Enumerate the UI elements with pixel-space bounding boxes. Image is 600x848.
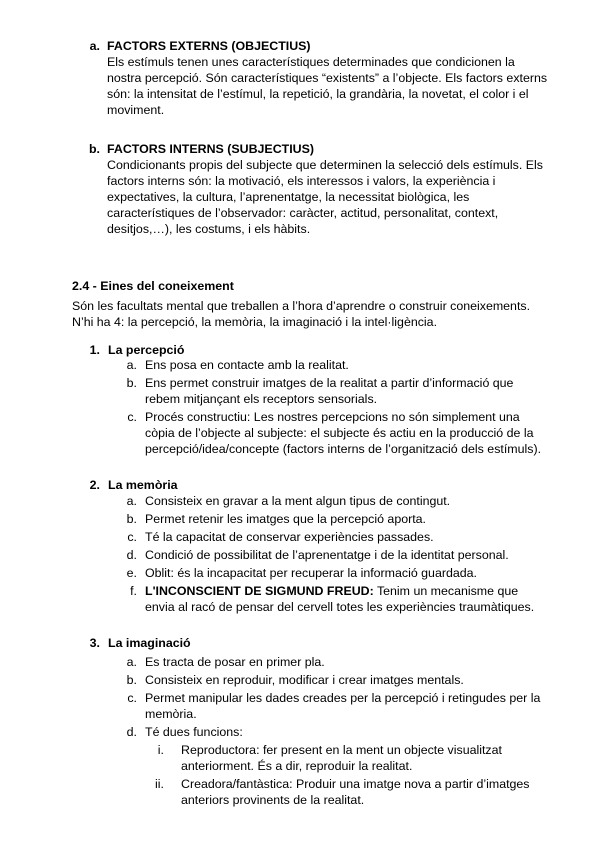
text-line: Procés constructiu: Les nostres percepcions no són simplement una: [145, 410, 520, 424]
list-marker: a.: [126, 655, 137, 669]
section-title: - Eines del coneixement: [89, 279, 234, 293]
list-marker: 2.: [89, 478, 100, 492]
text-line: anteriors provinents de la realitat.: [181, 793, 365, 807]
text-line: percepció/idea/concepte (factors interns de l’organització dels estímuls).: [145, 442, 542, 456]
text-line: Ens posa en contacte amb la realitat.: [145, 358, 349, 372]
text-line: Els estímuls tenen unes característiques determinades que condicionen la: [107, 55, 515, 69]
text-line: Ens permet construir imatges de la realitat a partir d’informació que: [145, 376, 514, 390]
text-line: Es tracta de posar en primer pla.: [145, 655, 325, 669]
section-number: 2.4: [72, 279, 90, 293]
list-marker: 1.: [89, 343, 100, 357]
list-marker: d.: [126, 725, 137, 739]
list-marker: d.: [126, 548, 137, 562]
text-line: Condició de possibilitat de l’aprenentatge i de la identitat personal.: [145, 548, 509, 562]
factor-heading: FACTORS EXTERNS (OBJECTIUS): [107, 39, 311, 53]
text-line: Consisteix en gravar a la ment algun tipus de contingut.: [145, 494, 451, 508]
text-line: Permet retenir les imatges que la percepció aporta.: [145, 512, 426, 526]
intro-line: Són les facultats mental que treballen a l’hora d’aprendre o construir coneixements.: [72, 299, 531, 313]
text-line: Oblit: és la incapacitat per recuperar la informació guardada.: [145, 566, 477, 580]
subsection-heading: La memòria: [108, 478, 178, 492]
text-line: expectatives, la cultura, l’aprenentatge, la necessitat biològica, les: [107, 190, 470, 204]
list-marker: b.: [88, 142, 100, 156]
list-marker: a.: [89, 39, 100, 53]
list-marker: c.: [127, 691, 137, 705]
text-line: característiques de l’observador: caràcter, actitud, personalitat, context,: [107, 206, 499, 220]
text-line: Té dues funcions:: [145, 725, 243, 739]
list-marker: c.: [127, 530, 137, 544]
text-line: envia al racó de pensar del cervell totes les experiències traumàtiques.: [145, 600, 535, 614]
text-line: factors interns són: la motivació, els interessos i valors, la experiència i: [107, 174, 496, 188]
text-line: són: la intensitat de l’estímul, la repetició, la grandària, la novetat, el color i el: [107, 87, 529, 101]
text-line: Té la capacitat de conservar experiències passades.: [145, 530, 434, 544]
text-line: anteriorment. És a dir, reproduir la realitat.: [181, 759, 413, 773]
subsection-heading: La percepció: [108, 343, 185, 357]
text-line: rebem mitjançant els receptors sensorials.: [145, 392, 378, 406]
text-line: còpia de l’objecte al subjecte: el subjecte és actiu en la producció de la: [145, 426, 534, 440]
text-line: Permet manipular les dades creades per la percepció i retingudes per la: [145, 691, 541, 705]
list-marker: b.: [126, 673, 137, 687]
text-line: desitjos,…), les costums, i els hàbits.: [107, 222, 311, 236]
freud-line: [145, 583, 518, 599]
text-line: Consisteix en reproduir, modificar i crear imatges mentals.: [145, 673, 464, 687]
factor-heading: FACTORS INTERNS (SUBJECTIUS): [107, 142, 314, 156]
list-marker: i.: [157, 743, 164, 757]
list-marker: 3.: [89, 636, 100, 650]
freud-term: L'INCONSCIENT DE SIGMUND FREUD:: [145, 584, 374, 598]
section-heading: [72, 278, 234, 294]
list-marker: b.: [126, 376, 137, 390]
text-line: Condicionants propis del subjecte que determinen la selecció dels estímuls. Els: [107, 158, 543, 172]
list-marker: a.: [126, 494, 137, 508]
list-marker: c.: [127, 410, 137, 424]
text-line: Creadora/fantàstica: Produir una imatge nova a partir d’imatges: [181, 777, 530, 791]
subsection-heading: La imaginació: [108, 636, 191, 650]
text-line: moviment.: [107, 103, 165, 117]
intro-line: N’hi ha 4: la percepció, la memòria, la imaginació i la intel·ligència.: [72, 315, 438, 329]
text-line: memòria.: [145, 707, 197, 721]
list-marker: e.: [126, 566, 137, 580]
freud-text: Tenim un mecanisme que: [373, 584, 519, 598]
list-marker: ii.: [155, 777, 164, 791]
text-line: nostra percepció. Són característiques “existents” a l’objecte. Els factors externs: [107, 71, 548, 85]
list-marker: f.: [130, 584, 137, 598]
text-line: Reproductora: fer present en la ment un objecte visualitzat: [181, 743, 502, 757]
list-marker: b.: [126, 512, 137, 526]
list-marker: a.: [126, 358, 137, 372]
